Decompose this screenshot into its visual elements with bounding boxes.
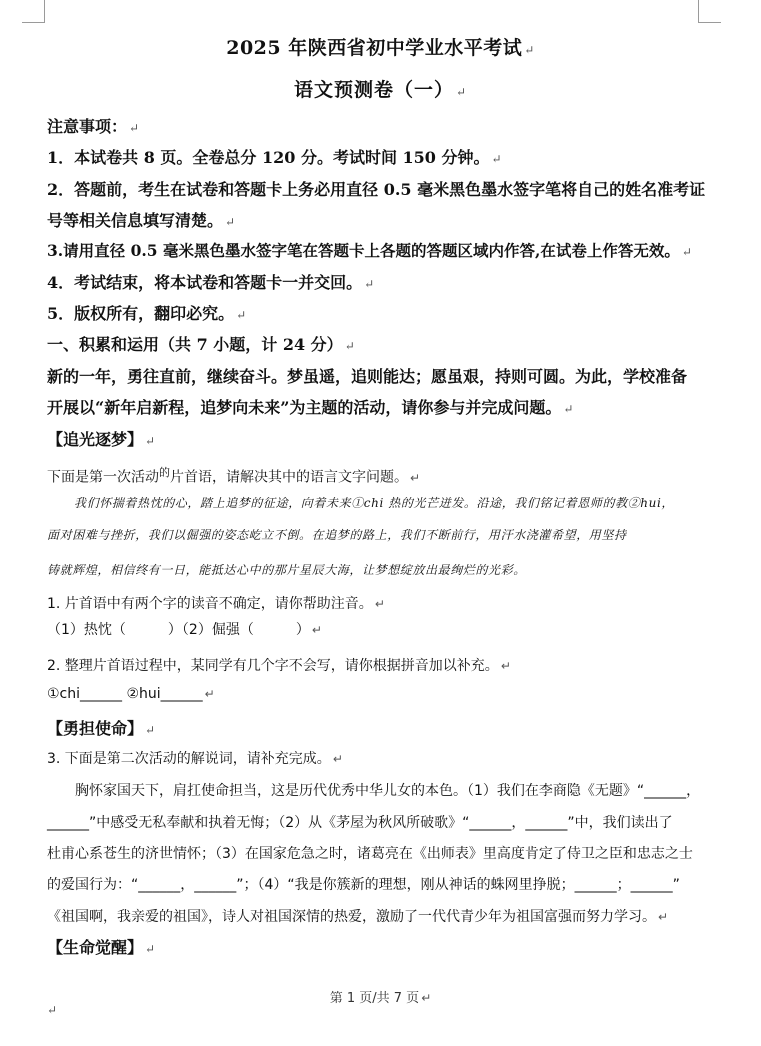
handwritten-line: 铸就辉煌，相信终有一日，能抵达心中的那片星辰大海，让梦想绽放出最绚烂的光彩。 — [47, 563, 526, 577]
question-3-text: 《祖国啊，我亲爱的祖国》，诗人对祖国深情的热爱，激励了一代代青少年为祖国富强而努力学习。 ↵ — [47, 909, 669, 925]
crop-mark-top-right — [698, 0, 721, 23]
section-intro-line: 开展以“新年启新程，追梦向未来”为主题的活动，请你参与并完成问题。 ↵ — [47, 398, 574, 417]
notice-heading: 注意事项： ↵ — [47, 117, 140, 136]
question-3-text: 的爱国行为：“______，______”；（4）“我是你簇新的理想，刚从神话的蛛网里挣脱；______；______” — [47, 877, 680, 893]
part1-intro: 下面是第一次活动$^的$片首语，请解决其中的语言文字问题。 ↵ — [47, 466, 421, 486]
notice-item: 4．考试结束，将本试卷和答题卡一并交回。 ↵ — [47, 273, 375, 292]
notice-item: 3.请用直径 0.5 毫米黑色墨水签字笔在答题卡上各题的答题区域内作答,在试卷上作答无效。 ↵ — [47, 241, 692, 260]
section-heading: 一、积累和运用（共 7 小题，计 24 分） ↵ — [47, 335, 355, 354]
question-1: 1. 片首语中有两个字的读音不确定，请你帮助注音。 ↵ — [47, 596, 385, 612]
handwritten-line: 面对困难与挫折，我们以倔强的姿态屹立不倒。在追梦的路上，我们不断前行，用汗水浇灌希望，用坚持 — [47, 528, 627, 542]
part-heading-shengming: 【生命觉醒】 ↵ — [47, 938, 156, 957]
page-subtitle: 语文预测卷（一） ↵ — [293, 79, 468, 101]
question-1-blanks: （1）热忱（ ）（2）倔强（ ） ↵ — [47, 622, 322, 638]
crop-mark-top-left — [22, 0, 45, 23]
notice-item: 1．本试卷共 8 页。全卷总分 120 分。考试时间 150 分钟。 ↵ — [47, 148, 502, 167]
paragraph-mark: ↵ — [47, 1003, 58, 1017]
section-intro-line: 新的一年，勇往直前，继续奋斗。梦虽遥，追则能达；愿虽艰，持则可圆。为此，学校准备 — [47, 367, 688, 386]
page-title: 2025 年陕西省初中学业水平考试 ↵ — [226, 37, 535, 59]
question-3-text: 杜甫心系苍生的济世情怀；（3）在国家危急之时，诸葛亮在《出师表》里高度肯定了侍卫之臣和忠志之士 — [47, 846, 693, 862]
question-2-blanks: ①chi______ ②hui______ ↵ — [47, 686, 215, 702]
part-heading-zhuiguang: 【追光逐梦】 ↵ — [47, 430, 156, 449]
question-2: 2. 整理片首语过程中，某同学有几个字不会写，请你根据拼音加以补充。 ↵ — [47, 658, 511, 674]
part-heading-yongdan: 【勇担使命】 ↵ — [47, 719, 156, 738]
notice-item: 号等相关信息填写清楚。 ↵ — [47, 211, 236, 230]
question-3-text: ______”中感受无私奉献和执着无悔；（2）从《茅屋为秋风所破歌》“______，______”中，我们读出了 — [47, 815, 673, 831]
page-footer: 第 1 页/共 7 页 ↵ — [329, 991, 432, 1006]
question-3-text: 胸怀家国天下，肩扛使命担当，这是历代优秀中华儿女的本色。（1）我们在李商隐《无题》“______， — [75, 783, 701, 799]
question-3: 3. 下面是第二次活动的解说词，请补充完成。 ↵ — [47, 751, 343, 767]
notice-item: 5．版权所有，翻印必究。 ↵ — [47, 304, 247, 323]
handwritten-line: 我们怀揣着热忱的心，踏上追梦的征途，向着未来①chi 热的光芒迸发。沿途，我们铭记着恩师的教②hui， — [74, 496, 675, 510]
notice-item: 2．答题前，考生在试卷和答题卡上务必用直径 0.5 毫米黑色墨水签字笔将自己的姓名准考证 — [47, 180, 706, 199]
